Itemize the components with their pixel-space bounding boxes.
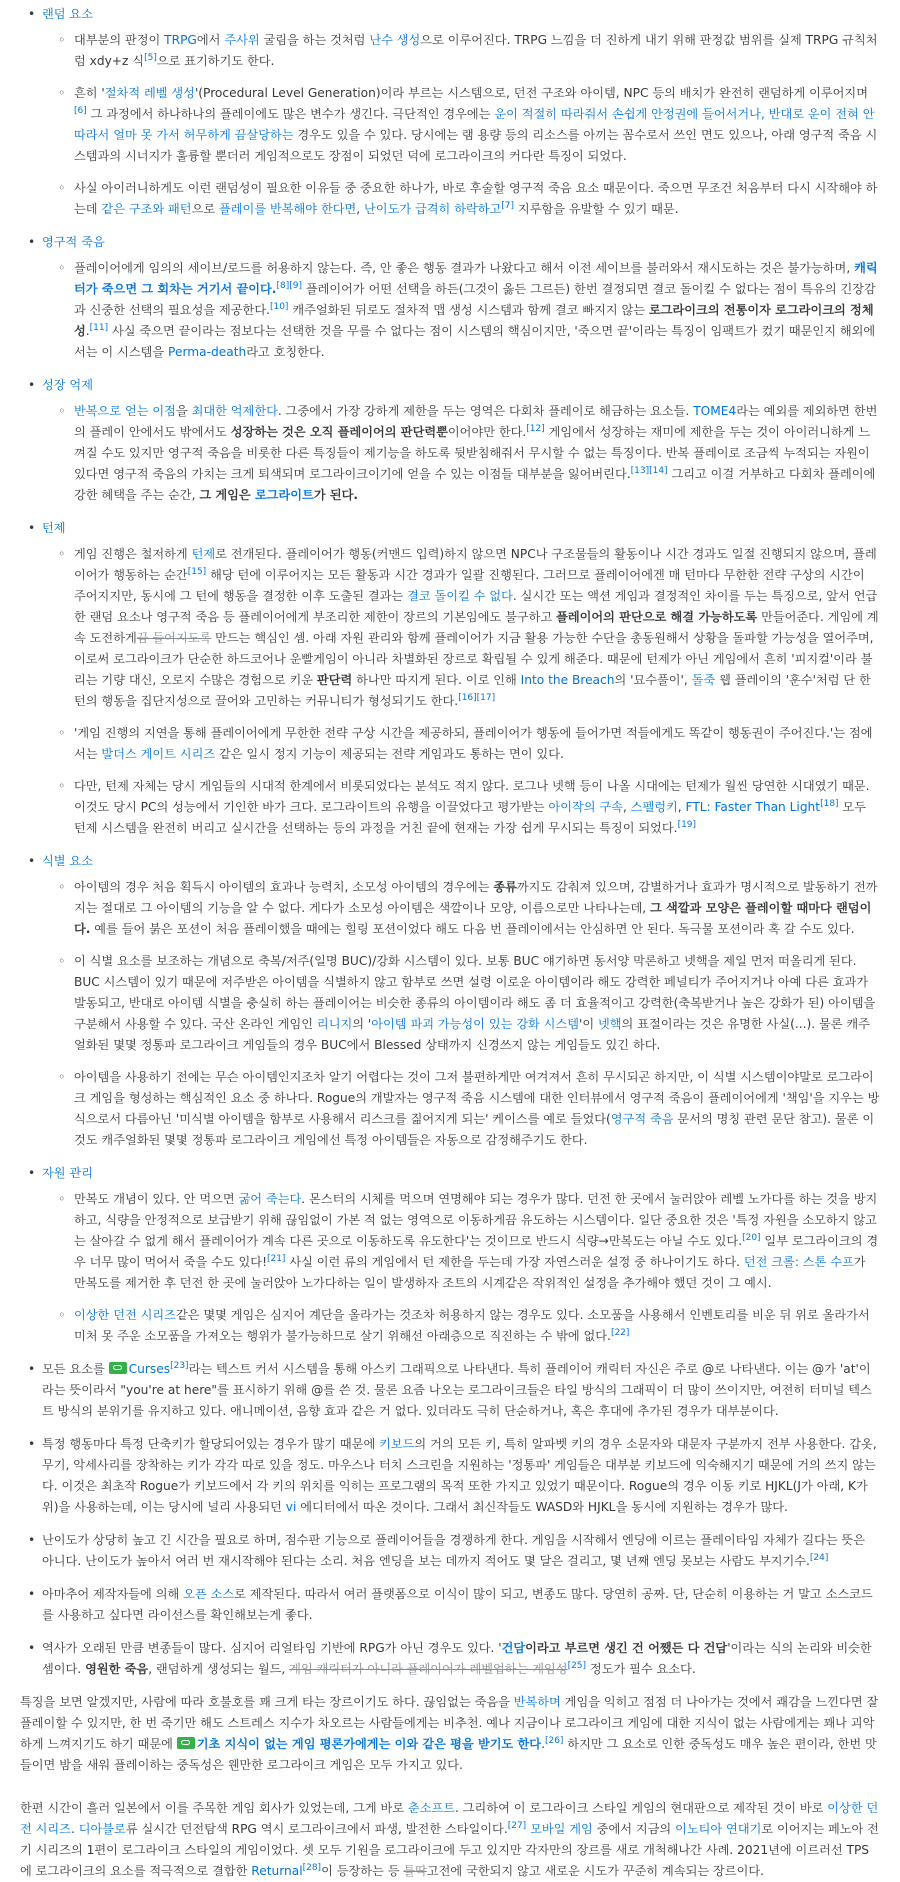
text-run: 고전에 국한되지 않고 새로운 시도가 꾸준히 계속되는 장르이다. xyxy=(426,1864,764,1878)
list-item xyxy=(10,1434,880,1518)
text-run: 그리고 이걸 거부하고 다회차 플레이에 강한 혜택을 주는 순간, xyxy=(74,467,876,502)
bold-text: 그 게임은 xyxy=(199,488,255,502)
list-item xyxy=(10,851,880,1151)
text-run: 역사가 오래된 만큼 변종들이 많다. 심지어 리얼타임 기반에 RPG가 아닌 경우도 있다. ' xyxy=(42,1641,502,1655)
text-run: '(Procedural Level Generation)이라 부르는 시스템으로, 던전 구조와 아이템, NPC 등의 배치가 완전히 랜덤하게 이루어지며 xyxy=(194,86,868,100)
footnote-ref[interactable]: [8] xyxy=(276,280,290,291)
wiki-link[interactable]: 아이작의 구속 xyxy=(548,800,623,814)
text-run: 만들어준다. 게임에 계속 도전하게 xyxy=(74,610,879,645)
wiki-link[interactable]: 최대한 억제한다 xyxy=(191,404,278,418)
footnote-ref[interactable]: [11] xyxy=(89,322,109,333)
text-run: . xyxy=(541,1737,545,1751)
text-run: 만드는 핵심인 셈. 아래 자원 관리와 함께 플레이어가 지금 활용 가능한 수단을 총동원해서 상황을 돌파할 가능성을 열어주며, 이로써 로그라이크가 단순한 하드코어나 운빨게임이 아니라 차별화된 장르로 확립될 수 있게 해준다. 때문에 턴제가 아닌 게임에서 흔히 '피지컬'이라 불리는 기량 대신, 오로지 수많은 경험으로 키운 xyxy=(74,631,874,687)
footnote-ref[interactable]: [18] xyxy=(820,798,839,809)
bold-text: 로그라이크의 전통이자 로그라이크의 정체성 xyxy=(74,303,874,338)
list-item xyxy=(10,4,880,220)
text-run: , 랜덤하게 생성되는 월드, xyxy=(148,1662,290,1676)
wiki-link[interactable]: 모바일 게임 xyxy=(530,1822,593,1836)
text-run: . xyxy=(85,324,90,338)
text-run: 로 전개된다. 플레이어가 행동(커맨드 입력)하지 않으면 NPC나 구조물들의 활동이나 시간 경과도 일절 진행되지 않으며, 플레이어가 행동하는 순간 xyxy=(74,547,877,582)
wiki-link[interactable]: 이상한 던전 시리즈 xyxy=(74,1308,176,1322)
sub-list-item xyxy=(42,544,880,712)
text-run: , xyxy=(677,800,686,814)
sub-list xyxy=(42,1189,880,1347)
wiki-link[interactable]: 플레이를 반복해야 한다면 xyxy=(219,202,357,216)
feature-list xyxy=(10,4,880,1680)
text-run: '게임 진행의 지연을 통해 플레이어에게 무한한 전략 구상 시간을 제공하되, 플레이어가 행동에 들어가면 적들에게도 똑같이 행동권이 주어진다.'는 점에서는 xyxy=(74,726,873,761)
wiki-link[interactable]: 난이도가 급격히 하락하고 xyxy=(364,202,502,216)
footnote-ref[interactable]: [10] xyxy=(269,301,289,312)
footnote-ref[interactable]: [24] xyxy=(809,1552,829,1563)
text-run: . 몬스터의 시체를 먹으며 연명해야 되는 경우가 많다. 던전 한 곳에서 눌러앉아 레벨 노가다를 하는 것을 방지하고, 식량을 안정적으로 보급받기 위해 끊임없이 가본 적 없는 영역으로 이동하게끔 유도하는 시스템이다. 일단 중요한 것은 '특정 자원을 소모하지 않고는 살아갈 수 없게 해서 플레이어가 계속 다른 곳으로 이동하도록 유도한다'는 것이므로 반드시 식량→만복도는 아닐 수도 있다. xyxy=(74,1192,878,1248)
text-run: 한편 시간이 흘러 일본에서 이를 주목한 게임 회사가 있었는데, 그게 바로 xyxy=(20,1801,408,1815)
footnote-ref[interactable]: [26] xyxy=(544,1735,564,1746)
text-run: 모두 턴제 시스템을 완전히 버리고 실시간을 선택하는 등의 과정을 거친 끝에 현재는 가장 쉽게 무시되는 특징이 되었다. xyxy=(74,800,866,835)
text-run: 의 표절이라는 것은 유명한 사실(...). 물론 캐주얼화된 몇몇 정통파 로그라이크 게임들의 경우 BUC에서 Blessed 상태까지 신경쓰지 않는 게임들도 있긴 하다. xyxy=(74,1017,870,1052)
section-heading-link[interactable]: 자원 관리 xyxy=(42,1166,93,1180)
sub-list-item xyxy=(42,877,880,940)
footnote-ref[interactable]: [22] xyxy=(610,1327,630,1338)
text-run: , xyxy=(622,800,631,814)
wiki-link[interactable]: 넷핵 xyxy=(598,1017,622,1031)
footnote-ref[interactable]: [6] xyxy=(74,105,87,116)
text-run: 그 과정에서 하나하나의 플레이에도 많은 변수가 생긴다. 극단적인 경우에는 xyxy=(86,107,495,121)
footnote-ref[interactable]: [19] xyxy=(677,819,697,830)
text-run: 의 거의 모든 키, 특히 알파벳 키의 경우 소문자와 대문자 구분까지 전부 사용한다. 갑옷, 무기, 악세사리를 장착하는 키가 각각 따로 있을 정도. 마우스나 터치 스크린을 지원하는 '정통파' 게임들은 대부분 키보드에 익숙해지기 때문에 거의 쓰지 않는다. 이것은 최초작 Rogue가 키보드에서 각 키의 위치를 익히는 프로그램의 목적 또한 가지고 있었기 때문이다. Rogue의 경우 이동 키로 HJKL(J가 아래, K가 위)을 사용하는데, 이는 당시에 널리 사용되던 xyxy=(42,1437,877,1514)
closing-paragraphs xyxy=(10,1692,880,1882)
wiki-link[interactable]: 아이템 파괴 가능성이 있는 강화 시스템 xyxy=(371,1017,579,1031)
footnote-ref[interactable]: [28] xyxy=(302,1862,322,1873)
wiki-link[interactable]: 캐릭터가 죽으면 그 회차는 거기서 끝이다. xyxy=(74,261,878,296)
text-run: 일부 로그라이크의 경우 너무 많이 먹어서 죽을 수도 있다! xyxy=(74,1234,879,1269)
footnote-ref[interactable]: [23] xyxy=(170,1360,189,1371)
footnote-ref[interactable]: [7] xyxy=(501,200,515,211)
footnote-ref[interactable]: [14] xyxy=(649,465,668,476)
sub-list-item xyxy=(42,723,880,765)
text-run: 흔히 ' xyxy=(74,86,105,100)
text-run: 아이템의 경우 처음 획득시 아이템의 효과나 능력치, 소모성 아이템의 경우에는 xyxy=(74,880,494,894)
wiki-link[interactable]: 건담 xyxy=(501,1641,526,1655)
wiki-link[interactable]: 같은 구조와 패턴 xyxy=(101,202,192,216)
wiki-link[interactable]: Perma-death xyxy=(168,345,247,359)
paragraph xyxy=(20,1692,880,1776)
text-run: 라는 텍스트 커서 시스템을 통해 아스키 그래픽으로 나타낸다. 특히 플레이어 캐릭터 자신은 주로 @로 나타낸다. 이는 @가 'at'이라는 뜻이라서 "you're at here"를 표시하기 위해 @를 쓴 것. 물론 요즘 나오는 로그라이크들은 타일 방식의 그래픽이 더 많이 쓰이지만, 여전히 터미널 텍스트 방식의 분위기를 유지하고 있다. 애니메이션, 음향 효과 같은 거 없다. 있더라도 극히 단순하거나, 혹은 후대에 추가된 경우가 대부분이다. xyxy=(42,1362,872,1418)
footnote-ref[interactable]: [5] xyxy=(144,52,157,63)
wiki-link[interactable]: 발더스 게이트 시리즈 xyxy=(101,747,216,761)
wiki-link[interactable]: Curses xyxy=(128,1362,171,1376)
footnote-ref[interactable]: [13] xyxy=(630,465,650,476)
wiki-link[interactable]: 운이 적절히 따라줘서 손쉽게 안정권에 들어서거나, 반대로 운이 전혀 안 따라서 얼마 못 가서 허무하게 끔살당하는 xyxy=(74,107,875,142)
wiki-link[interactable]: 기초 지식이 없는 게임 평론가에게는 이와 같은 평을 받기도 한다 xyxy=(196,1737,542,1751)
text-run: 지루함을 유발할 수 있기 때문. xyxy=(514,202,679,216)
sub-list-item xyxy=(42,1305,880,1347)
text-run: 이 식별 요소를 보조하는 개념으로 축복/저주(일명 BUC)/강화 시스템이 있다. 보통 BUC 얘기하면 동서양 막론하고 넷핵을 제일 먼저 떠올리게 된다. BUC 시스템이 있기 때문에 저주받은 아이템을 식별하지 않고 함부로 쓰면 설령 이로운 아이템이라 해도 강력한 페널티가 주어지거나 아예 다른 효과가 발동되고, 반대로 아이템 식별을 충실히 하는 플레이어는 비슷한 종류의 아이템이라 해도 좀 더 효율적이고 강력한(축복받거나 높은 강화가 된) 아이템을 구분해서 사용할 수 있다. 국산 온라인 게임인 xyxy=(74,954,876,1031)
list-item xyxy=(10,1584,880,1626)
footnote-ref[interactable]: [27] xyxy=(507,1820,527,1831)
external-link-icon xyxy=(109,1362,127,1374)
wiki-link[interactable]: 절차적 레벨 생성 xyxy=(104,86,195,100)
bold-text: 이라고 부르면 생긴 건 어쨌든 다 건담 xyxy=(525,1641,728,1655)
section-heading-link[interactable]: 턴제 xyxy=(42,521,66,535)
wiki-link[interactable]: 던전 크롤: 스톤 수프 xyxy=(743,1255,854,1269)
sub-list-item xyxy=(42,1189,880,1294)
list-item xyxy=(10,1530,880,1572)
text-run: 으로 표기하기도 한다. xyxy=(156,54,275,68)
text-run: 로 이어지는 페노아 전기 시리즈의 1편이 로그라이크 스타일의 게임이었다. 셋 모두 기원을 로그라이크에 두고 있지만 각자만의 장르를 새로 개척해나간 사례. 2021년에 이르러선 TPS에 로그라이크의 요소를 적극적으로 결합한 xyxy=(20,1822,879,1878)
text-run: 까지도 감춰져 있으며, 감별하거나 효과가 명시적으로 발동하기 전까지는 절대로 그 아이템의 기능을 알 수 없다. 게다가 소모성 아이템은 색깔이나 모양, 이름으로만 나타나는데, xyxy=(74,880,878,915)
text-run: . xyxy=(70,1822,79,1836)
wiki-link[interactable]: TRPG xyxy=(164,33,197,47)
wiki-link[interactable]: FTL: Faster Than Light xyxy=(685,800,821,814)
wiki-link[interactable]: 주사위 xyxy=(224,33,260,47)
text-run: 같은 몇몇 게임은 심지어 계단을 올라가는 것조차 허용하지 않는 경우도 있다. 소모품을 사용해서 인벤토리를 비운 뒤 위로 올라가서 미처 못 주운 소모품을 가져오는 행위가 불가능하므로 살기 위해선 아래층으로 직진하는 수 밖에 없다. xyxy=(74,1308,870,1343)
text-run: 굴림을 하는 것처럼 xyxy=(259,33,370,47)
sub-list-item xyxy=(42,951,880,1056)
wiki-link[interactable]: 반복으로 얻는 이점 xyxy=(74,404,176,418)
bold-text: 성장하는 것은 오직 플레이어의 판단력뿐 xyxy=(230,425,448,439)
sub-list-item xyxy=(42,178,880,220)
wiki-link[interactable]: 굶어 죽는다 xyxy=(238,1192,302,1206)
strikethrough-text: 틀딱 xyxy=(403,1864,427,1878)
text-run: 라는 예외를 제외하면 한번의 플레이 안에서도 밖에서도 xyxy=(74,404,878,439)
text-run: '이 xyxy=(579,1017,598,1031)
paragraph xyxy=(20,1798,880,1882)
text-run: 중에서 지금의 xyxy=(592,1822,676,1836)
list-item xyxy=(10,1638,880,1680)
text-run: , xyxy=(356,202,365,216)
text-run: 하지만 그 요소로 인한 중독성도 매우 높은 편이라, 한번 맛들이면 밤을 새워 플레이하는 중독성은 웬만한 로그라이크 게임은 모두 가지고 있다. xyxy=(20,1737,877,1772)
text-run: 게임 진행은 철저하게 xyxy=(74,547,192,561)
text-run: 게임을 익히고 점점 더 나아가는 것에서 쾌감을 느낀다면 잘 플레이할 수 있지만, 한 번 죽기만 해도 스트레스 지수가 차오르는 사람들에게는 비추천. 예나 지금이나 로그라이크 게임에 대한 지식이 없는 사람에게는 꽤나 괴악하게 느껴지기도 하기 때문에 xyxy=(20,1695,879,1751)
wiki-link[interactable]: Returnal xyxy=(251,1864,303,1878)
wiki-link[interactable]: 오픈 소스 xyxy=(183,1587,235,1601)
text-run: '이라는 식의 논리와 비슷한 셈이다. xyxy=(42,1641,872,1676)
list-item xyxy=(10,375,880,506)
text-run: 으로 xyxy=(191,202,220,216)
external-link-icon xyxy=(177,1737,195,1749)
sub-list-item xyxy=(42,258,880,363)
text-run: 류 실시간 던전탐색 RPG 역시 로그라이크에서 파생, 발전한 스타일이다. xyxy=(125,1822,508,1836)
bold-text: 그 색깔과 모양은 플레이할 때마다 랜덤이다. xyxy=(74,901,872,936)
bold-text: 판단력 xyxy=(316,673,353,687)
sub-list-item xyxy=(42,776,880,839)
text-run: 에디터에서 따온 것이다. 그래서 최신작들도 WASD와 HJKL을 동시에 지원하는 경우가 많다. xyxy=(296,1500,788,1514)
wiki-link[interactable]: 이상한 던전 시리즈 xyxy=(20,1801,879,1836)
text-run: 난이도가 상당히 높고 긴 시간을 필요로 하며, 점수판 기능으로 플레이어들을 경쟁하게 한다. 게임을 시작해서 엔딩에 이르는 플레이타임 자체가 길다는 뜻은 아니다. 난이도가 높아서 여러 번 재시작해야 된다는 소리. 처음 엔딩을 보는 데까지 적어도 몇 달은 걸리고, 몇 년째 엔딩 못보는 사람도 부지기수. xyxy=(42,1533,866,1568)
sub-list xyxy=(42,30,880,220)
wiki-link[interactable]: vi xyxy=(285,1500,297,1514)
list-item xyxy=(10,1359,880,1422)
sub-list xyxy=(42,401,880,506)
text-run: 게임에서 성장하는 재미에 제한을 두는 것이 아이러니하게 느껴질 수도 있지만 영구적 죽음을 비롯한 다른 특징들이 제기능을 하도록 뒷받침해줘서 무시할 수 없는 특징이다. 반복 플레이로 조금씩 누적되는 자원이 있다면 영구적 죽음의 가치는 크게 퇴색되며 로그라이크이기에 얻을 수 있는 이점들 대부분을 잃어버린다. xyxy=(74,425,871,481)
text-run: 아마추어 제작자들에 의해 xyxy=(42,1587,184,1601)
text-run: 만복도 개념이 있다. 안 먹으면 xyxy=(74,1192,239,1206)
wiki-link[interactable]: 스펠렁키 xyxy=(630,800,678,814)
wiki-link[interactable]: 이노티아 연대기 xyxy=(675,1822,762,1836)
wiki-link[interactable]: 로그라이트 xyxy=(254,488,314,502)
section-heading-link[interactable]: 랜덤 요소 xyxy=(42,7,93,21)
wiki-link[interactable]: 결코 돌이킬 수 없다 xyxy=(407,589,513,603)
wiki-link[interactable]: 키보드 xyxy=(379,1437,415,1451)
footnote-ref[interactable]: [17] xyxy=(476,692,496,703)
list-item xyxy=(10,1163,880,1347)
footnote-ref[interactable]: [12] xyxy=(526,423,545,434)
wiki-link[interactable]: TOME4 xyxy=(693,404,737,418)
text-run: 사실 이런 류의 게임에서 턴 제한을 두는데 가장 자연스러운 설정 중 하나이기도 하다. xyxy=(285,1255,744,1269)
list-item xyxy=(10,518,880,839)
text-run: 이어야만 한다. xyxy=(447,425,527,439)
footnote-ref[interactable]: [16] xyxy=(458,692,477,703)
text-run: 의 '묘수풀이', xyxy=(614,673,692,687)
text-run: 정도가 필수 요소다. xyxy=(586,1662,696,1676)
sub-list-item xyxy=(42,83,880,167)
text-run: 예를 들어 붉은 포션이 처음 플레이했을 때에는 힐링 포션이었다 해도 다음 번 플레이에서는 안심하면 안 된다. 독극물 포션이라 혹 갈 수도 있다. xyxy=(90,922,855,936)
footnote-ref[interactable]: [21] xyxy=(266,1253,286,1264)
footnote-ref[interactable]: [20] xyxy=(742,1232,761,1243)
wiki-link[interactable]: 난수 생성 xyxy=(369,33,421,47)
text-run: 가 만복도를 제거한 후 던전 한 곳에 눌러앉아 노가다하는 일이 발생하자 조트의 시계같은 작위적인 설정을 추가해야 했던 것이 그 예시. xyxy=(74,1255,866,1290)
text-run: 캐주얼화된 뒤로도 절차적 맵 생성 시스템과 함께 결코 빠지지 않는 xyxy=(288,303,649,317)
wiki-link[interactable]: 춘소프트 xyxy=(407,1801,456,1815)
text-run: 플레이어가 어떤 선택을 하든(그것이 옳든 그르든) 한번 결정되면 결코 돌이킬 수 없다는 점이 특유의 긴장감과 신중한 선택의 필요성을 제공한다. xyxy=(74,282,876,317)
bold-text: 플레이어의 판단으로 해결 가능하도록 xyxy=(556,610,758,624)
text-run: . 실시간 또는 액션 게임과 결정적인 차이를 두는 특징으로, 앞서 언급한 랜덤 요소나 영구적 죽음 등 플레이어에게 부조리한 제한이 장르의 기본임에도 불구하고 xyxy=(74,589,878,624)
text-run: 문서의 명칭 관련 문단 참고). 물론 이것도 캐주얼화된 몇몇 정통파 로그라이크 게임에선 특정 아이템들은 자동으로 감정해주기도 한다. xyxy=(74,1112,875,1147)
text-run: 을 xyxy=(175,404,192,418)
section-heading-link[interactable]: 영구적 죽음 xyxy=(42,235,105,249)
text-run: 플레이어에게 임의의 세이브/로드를 허용하지 않는다. 즉, 안 좋은 행동 결과가 나왔다고 해서 이전 세이브를 불러와서 재시도하는 것은 불가능하며, xyxy=(74,261,855,275)
text-run: 사실 죽으면 끝이라는 점보다는 선택한 것을 무를 수 없다는 점이 시스템의 핵심이지만, '죽으면 끝'이라는 특징이 임팩트가 컸기 때문인지 해외에서는 이 시스템을 xyxy=(74,324,876,359)
text-run: 경우도 있을 수 있다. 당시에는 램 용량 등의 리소스를 아끼는 꼼수로서 쓰인 면도 있으나, 아래 영구적 죽음 시스템과의 시너지가 훌륭할 뿐더러 게임적으로도 장점이 되었던 덕에 로그라이크의 커다란 특징이 되었다. xyxy=(74,128,878,163)
footnote-ref[interactable]: [9] xyxy=(289,280,302,291)
text-run: 사실 아이러니하게도 이런 랜덤성이 필요한 이유들 중 중요한 하나가, 바로 후술할 영구적 죽음 요소 때문이다. 죽으면 무조건 처음부터 다시 시작해야 하는데 xyxy=(74,181,878,216)
text-run: 웹 플레이의 '훈수'처럼 단 한턴의 행동을 집단지성으로 끌어와 고민하는 커뮤니티가 형성되기도 한다. xyxy=(74,673,871,708)
sub-list-item xyxy=(42,401,880,506)
section-heading-link[interactable]: 성장 억제 xyxy=(42,378,93,392)
text-run: 모든 요소를 xyxy=(42,1362,109,1376)
text-run: 하나만 따지게 된다. 이로 인해 xyxy=(352,673,521,687)
wiki-link[interactable]: 디아블로 xyxy=(78,1822,126,1836)
section-heading-link[interactable]: 식별 요소 xyxy=(42,854,93,868)
sub-list xyxy=(42,258,880,363)
wiki-link[interactable]: 돌죽 xyxy=(691,673,716,687)
text-run: 해당 턴에 이루어지는 모든 활동과 시간 경과가 일괄 진행된다. 그러므로 플레이어에겐 매 턴마다 무한한 전략 구상의 시간이 주어지지만, 동시에 그 턴에 행동을 결정한 이후 도출된 결과는 xyxy=(74,568,865,603)
text-run: 로 제작된다. 따라서 여러 플랫폼으로 이식이 많이 되고, 변종도 많다. 당연히 공짜. 단, 단순히 이용하는 거 말고 소스코드를 사용하고 싶다면 라이선스를 확인해보는게 좋다. xyxy=(42,1587,873,1622)
footnote-ref[interactable]: [25] xyxy=(567,1660,587,1671)
bold-text: 종류 xyxy=(493,880,517,894)
text-run: 특징을 보면 알겠지만, 사람에 따라 호불호를 꽤 크게 타는 장르이기도 하다. 끊임없는 죽음을 xyxy=(20,1695,514,1709)
text-run: . 그리하여 이 로그라이크 스타일 게임의 현대판으로 제작된 것이 바로 xyxy=(455,1801,828,1815)
bold-text: 영원한 죽음 xyxy=(85,1662,149,1676)
footnote-ref[interactable]: [15] xyxy=(187,566,207,577)
strikethrough-text: 끔 들어지도록 xyxy=(136,631,212,645)
text-run: 에서 xyxy=(196,33,225,47)
sub-list xyxy=(42,877,880,1151)
sub-list-item xyxy=(42,1067,880,1151)
text-run: 대부분의 판정이 xyxy=(74,33,165,47)
text-run: 다만, 턴제 자체는 당시 게임들의 시대적 한계에서 비롯되었다는 분석도 적지 않다. 로그나 넷핵 등이 나올 시대에는 턴제가 월씬 당연한 시대였기 때문. 이것도 당시 PC의 성능에서 기인한 바가 크다. 로그라이트의 유행을 이끌었다고 평가받는 xyxy=(74,779,870,814)
text-run: 라고 호칭한다. xyxy=(246,345,325,359)
list-item xyxy=(10,232,880,363)
sub-list-item xyxy=(42,30,880,72)
wiki-link[interactable]: Into the Breach xyxy=(520,673,615,687)
text-run: . 그중에서 가장 강하게 제한을 두는 영역은 다회차 플레이로 해금하는 요소들. xyxy=(277,404,694,418)
text-run: 의 ' xyxy=(352,1017,372,1031)
text-run: 으로 이루어진다. TRPG 느낌을 더 진하게 내기 위해 판정값 범위를 실제 TRPG 규칙처럼 xdy+z 식 xyxy=(74,33,878,68)
wiki-link[interactable]: 턴제 xyxy=(191,547,216,561)
wiki-link[interactable]: 반복하며 xyxy=(513,1695,561,1709)
bold-text: 가 된다. xyxy=(313,488,359,502)
strikethrough-text: 게임 캐릭터가 아니라 플레이어가 레벨업하는 게임성 xyxy=(289,1662,568,1676)
text-run: 특정 행동마다 특정 단축키가 할당되어있는 경우가 많기 때문에 xyxy=(42,1437,380,1451)
wiki-link[interactable]: 영구적 죽음 xyxy=(610,1112,674,1126)
sub-list xyxy=(42,544,880,839)
wiki-link[interactable]: 리니지 xyxy=(316,1017,353,1031)
text-run: 아이템을 사용하기 전에는 무슨 아이템인지조차 알기 어렵다는 것이 그저 불편하게만 여겨져서 흔히 무시되곤 하지만, 이 식별 시스템이야말로 로그라이크 게임을 형성하는 핵심적인 요소 중 하나다. Rogue의 개발자는 영구적 죽음 시스템에 대한 인터뷰에서 영구적 죽음이 플레이어에게 '책임'을 지우는 방식으로서 다름아닌 '미식별 아이템을 함부로 사용해서 리스크를 짊어지게 되는' 케이스를 예로 들었다( xyxy=(74,1070,880,1126)
text-run: 같은 일시 정지 기능이 제공되는 전략 게임과도 통하는 면이 있다. xyxy=(215,747,564,761)
text-run: 이 등장하는 등 xyxy=(321,1864,404,1878)
